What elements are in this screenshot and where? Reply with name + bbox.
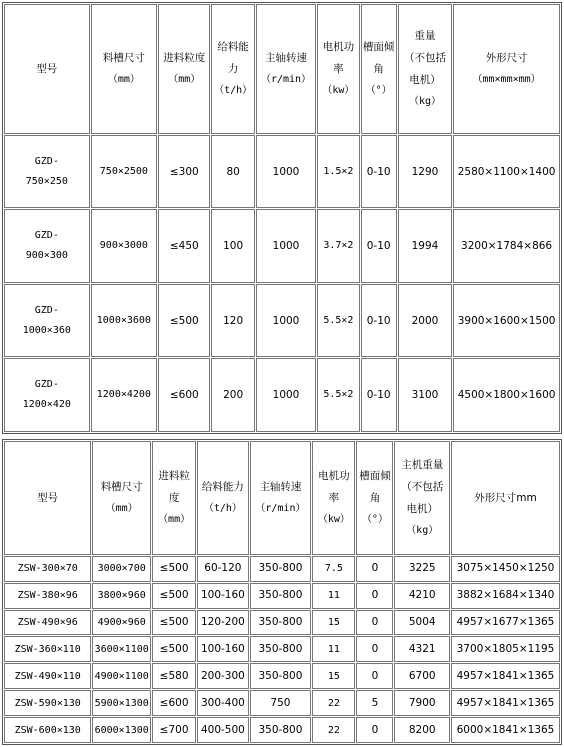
- trough-cell: 3000×700: [92, 556, 151, 582]
- table-header-row: [4, 441, 560, 555]
- feed-size-cell: ≤450: [158, 209, 210, 283]
- trough-cell: 750×2500: [91, 135, 157, 209]
- table-row: [4, 556, 560, 582]
- model-cell: ZSW-490×110: [4, 663, 91, 689]
- speed-cell: 350-800: [250, 583, 312, 609]
- feed-size-cell: ≤600: [158, 358, 210, 432]
- angle-cell: 0-10: [361, 135, 397, 209]
- header-cell: 电机功 率 （kw）: [312, 441, 355, 555]
- capacity-cell: 100-160: [197, 636, 248, 662]
- trough-cell: 4900×960: [92, 610, 151, 636]
- angle-cell: 0: [356, 636, 393, 662]
- feed-size-cell: ≤500: [152, 583, 196, 609]
- feed-size-cell: ≤500: [152, 636, 196, 662]
- table-row: [4, 717, 560, 743]
- model-cell: GZD- 750×250: [4, 135, 90, 209]
- dimensions-cell: 6000×1841×1365: [451, 717, 560, 743]
- power-cell: 1.5×2: [317, 135, 359, 209]
- dimensions-cell: 3900×1600×1500: [453, 284, 560, 358]
- header-cell: 料槽尺寸 （mm）: [92, 441, 151, 555]
- model-cell: ZSW-300×70: [4, 556, 91, 582]
- dimensions-cell: 3200×1784×866: [453, 209, 560, 283]
- capacity-cell: 80: [211, 135, 254, 209]
- gzd-spec-table: [2, 2, 562, 434]
- capacity-cell: 120-200: [197, 610, 248, 636]
- power-cell: 15: [312, 663, 355, 689]
- speed-cell: 350-800: [250, 663, 312, 689]
- angle-cell: 0: [356, 583, 393, 609]
- model-cell: GZD- 900×300: [4, 209, 90, 283]
- power-cell: 11: [312, 636, 355, 662]
- header-cell: 型号: [4, 4, 90, 134]
- power-cell: 22: [312, 717, 355, 743]
- speed-cell: 350-800: [250, 717, 312, 743]
- dimensions-cell: 4500×1800×1600: [453, 358, 560, 432]
- capacity-cell: 200: [211, 358, 254, 432]
- capacity-cell: 200-300: [197, 663, 248, 689]
- table-row: [4, 663, 560, 689]
- power-cell: 15: [312, 610, 355, 636]
- weight-cell: 2000: [398, 284, 452, 358]
- speed-cell: 350-800: [250, 556, 312, 582]
- speed-cell: 350-800: [250, 610, 312, 636]
- header-cell: 外形尺寸mm: [451, 441, 560, 555]
- feed-size-cell: ≤600: [152, 690, 196, 716]
- capacity-cell: 120: [211, 284, 254, 358]
- angle-cell: 0-10: [361, 358, 397, 432]
- weight-cell: 4321: [394, 636, 450, 662]
- feed-size-cell: ≤700: [152, 717, 196, 743]
- feed-size-cell: ≤500: [152, 556, 196, 582]
- dimensions-cell: 4957×1841×1365: [451, 690, 560, 716]
- speed-cell: 750: [250, 690, 312, 716]
- power-cell: 11: [312, 583, 355, 609]
- dimensions-cell: 3700×1805×1195: [451, 636, 560, 662]
- trough-cell: 5900×1300: [92, 690, 151, 716]
- speed-cell: 1000: [256, 284, 316, 358]
- speed-cell: 1000: [256, 358, 316, 432]
- dimensions-cell: 4957×1677×1365: [451, 610, 560, 636]
- model-cell: ZSW-380×96: [4, 583, 91, 609]
- header-cell: 型号: [4, 441, 91, 555]
- zsw-spec-table: [2, 439, 562, 745]
- header-cell: 进料粒度 （mm）: [158, 4, 210, 134]
- weight-cell: 7900: [394, 690, 450, 716]
- capacity-cell: 60-120: [197, 556, 248, 582]
- capacity-cell: 100: [211, 209, 254, 283]
- dimensions-cell: 4957×1841×1365: [451, 663, 560, 689]
- header-cell: 主机重量 （不包括 电机） （kg）: [394, 441, 450, 555]
- power-cell: 5.5×2: [317, 358, 359, 432]
- table-row: [4, 690, 560, 716]
- dimensions-cell: 2580×1100×1400: [453, 135, 560, 209]
- dimensions-cell: 3075×1450×1250: [451, 556, 560, 582]
- table-row: [4, 610, 560, 636]
- angle-cell: 0: [356, 556, 393, 582]
- capacity-cell: 300-400: [197, 690, 248, 716]
- speed-cell: 350-800: [250, 636, 312, 662]
- trough-cell: 3800×960: [92, 583, 151, 609]
- weight-cell: 3100: [398, 358, 452, 432]
- model-cell: ZSW-360×110: [4, 636, 91, 662]
- model-cell: ZSW-590×130: [4, 690, 91, 716]
- header-cell: 主轴转速 （r/min）: [250, 441, 312, 555]
- header-cell: 外形尺寸 （mm×mm×mm）: [453, 4, 560, 134]
- header-cell: 给料能 力 （t/h）: [211, 4, 254, 134]
- trough-cell: 6000×1300: [92, 717, 151, 743]
- weight-cell: 8200: [394, 717, 450, 743]
- trough-cell: 900×3000: [91, 209, 157, 283]
- weight-cell: 5004: [394, 610, 450, 636]
- weight-cell: 3225: [394, 556, 450, 582]
- trough-cell: 4900×1100: [92, 663, 151, 689]
- angle-cell: 0-10: [361, 209, 397, 283]
- header-cell: 给料能力 （t/h）: [197, 441, 248, 555]
- angle-cell: 5: [356, 690, 393, 716]
- header-cell: 主轴转速 （r/min）: [256, 4, 316, 134]
- header-cell: 槽面倾 角 （°）: [361, 4, 397, 134]
- table-row: [4, 358, 560, 432]
- speed-cell: 1000: [256, 209, 316, 283]
- dimensions-cell: 3882×1684×1340: [451, 583, 560, 609]
- model-cell: ZSW-600×130: [4, 717, 91, 743]
- header-cell: 料槽尺寸 （mm）: [91, 4, 157, 134]
- weight-cell: 6700: [394, 663, 450, 689]
- header-cell: 重量 （不包括 电机） （kg）: [398, 4, 452, 134]
- header-cell: 电机功 率 （kw）: [317, 4, 359, 134]
- power-cell: 3.7×2: [317, 209, 359, 283]
- weight-cell: 4210: [394, 583, 450, 609]
- table-row: [4, 209, 560, 283]
- capacity-cell: 400-500: [197, 717, 248, 743]
- header-cell: 进料粒 度 （mm）: [152, 441, 196, 555]
- table-row: [4, 583, 560, 609]
- weight-cell: 1290: [398, 135, 452, 209]
- table-row: [4, 636, 560, 662]
- feed-size-cell: ≤500: [158, 284, 210, 358]
- feed-size-cell: ≤500: [152, 610, 196, 636]
- angle-cell: 0: [356, 610, 393, 636]
- model-cell: ZSW-490×96: [4, 610, 91, 636]
- trough-cell: 3600×1100: [92, 636, 151, 662]
- feed-size-cell: ≤300: [158, 135, 210, 209]
- table-row: [4, 284, 560, 358]
- power-cell: 22: [312, 690, 355, 716]
- feed-size-cell: ≤580: [152, 663, 196, 689]
- weight-cell: 1994: [398, 209, 452, 283]
- table-row: [4, 135, 560, 209]
- trough-cell: 1000×3600: [91, 284, 157, 358]
- model-cell: GZD- 1000×360: [4, 284, 90, 358]
- model-cell: GZD- 1200×420: [4, 358, 90, 432]
- capacity-cell: 100-160: [197, 583, 248, 609]
- angle-cell: 0: [356, 717, 393, 743]
- table-header-row: [4, 4, 560, 134]
- speed-cell: 1000: [256, 135, 316, 209]
- header-cell: 槽面倾 角 （°）: [356, 441, 393, 555]
- power-cell: 7.5: [312, 556, 355, 582]
- power-cell: 5.5×2: [317, 284, 359, 358]
- angle-cell: 0: [356, 663, 393, 689]
- angle-cell: 0-10: [361, 284, 397, 358]
- trough-cell: 1200×4200: [91, 358, 157, 432]
